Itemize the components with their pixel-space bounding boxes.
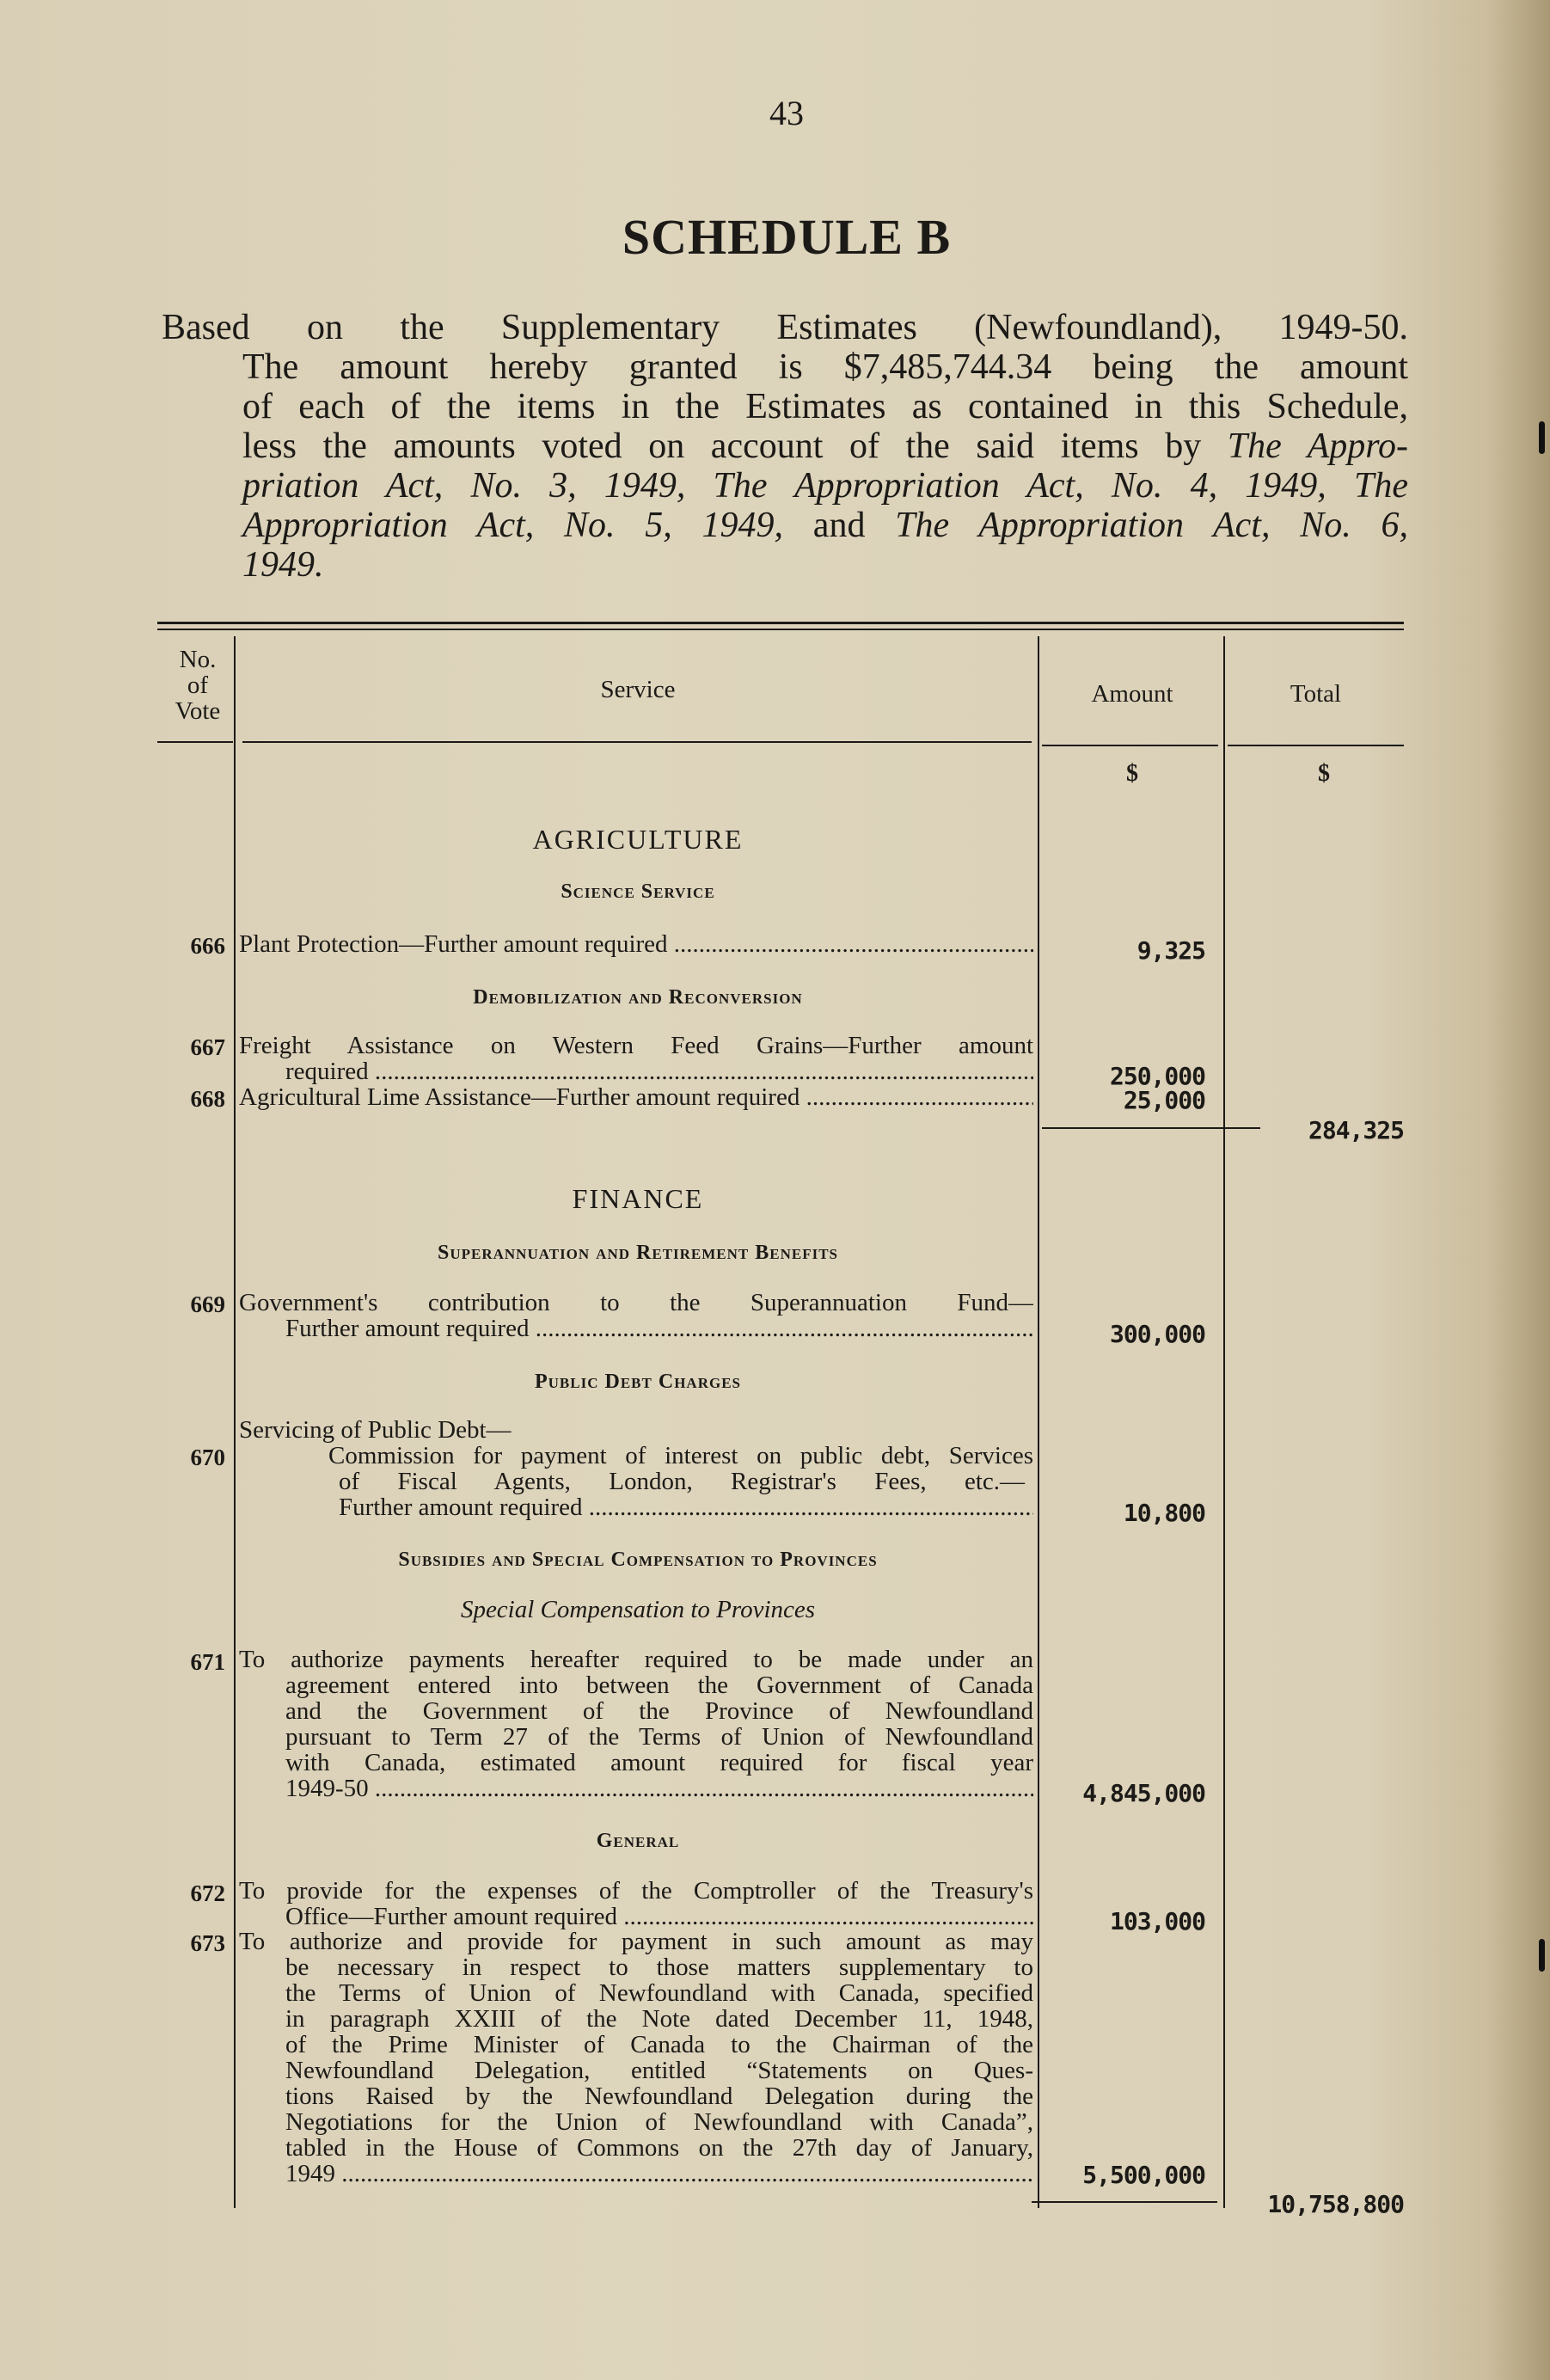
item-text: and the Government of the Province of Newfoundland: [285, 1698, 1033, 1724]
intro-text: less the amounts voted on account of the said items by: [242, 426, 1202, 466]
subsection-title: Subsidies and Special Compensation to Provinces: [398, 1549, 878, 1571]
header-underline: [1042, 745, 1218, 746]
item-text: tabled in the House of Commons on the 27th day of January,: [285, 2135, 1033, 2161]
item-text: Agricultural Lime Assistance—Further amount required .....: [239, 1084, 1033, 1110]
vote-number: 668: [190, 1086, 225, 1112]
item-text: 1949 .....: [239, 2161, 1033, 2187]
item-amount: 9,325: [1136, 936, 1205, 965]
header-vote: [155, 647, 241, 724]
subsection-title: Demobilization and Reconversion: [473, 986, 803, 1009]
header-service: Service: [600, 676, 676, 703]
list-item: [239, 1033, 1033, 1084]
intro-paragraph: [162, 308, 1408, 585]
intro-act-title: 1949.: [242, 545, 324, 585]
subsection-title: General: [596, 1830, 680, 1852]
column-divider: [1223, 636, 1225, 2208]
column-divider: [234, 636, 236, 2208]
item-amount: 10,800: [1123, 1499, 1205, 1527]
intro-line: [162, 426, 1408, 466]
list-item: [239, 1647, 1033, 1801]
item-text: of Fiscal Agents, London, Registrar's Fees, etc.—: [339, 1469, 1025, 1494]
intro-act-title: The Appropriation Act, No. 6,: [895, 506, 1408, 545]
intro-line: [162, 506, 1408, 545]
page-title: SCHEDULE B: [622, 209, 952, 265]
column-divider: [1038, 636, 1039, 2208]
header-vote-label: Vote: [175, 697, 221, 725]
item-text: To provide for the expenses of the Comptroller of the Treasury's: [239, 1878, 1033, 1904]
page-number: 43: [769, 94, 804, 132]
item-text: Servicing of Public Debt—: [239, 1417, 512, 1443]
list-item: [239, 1084, 1033, 1110]
item-text: Further amount required .....: [239, 1316, 1033, 1341]
section-title: AGRICULTURE: [532, 824, 744, 855]
section-total: 10,758,800: [1267, 2190, 1404, 2218]
intro-act-title: Appropriation Act, No. 5, 1949,: [242, 506, 784, 545]
intro-act-title: The Appro-: [1227, 426, 1409, 466]
item-amount: 250,000: [1109, 1062, 1205, 1090]
subsection-title: Public Debt Charges: [535, 1371, 741, 1393]
item-amount: 103,000: [1109, 1907, 1205, 1935]
intro-text: and: [783, 506, 896, 545]
item-text: with Canada, estimated amount required for fiscal year: [285, 1750, 1033, 1776]
binding-mark: [1539, 421, 1545, 454]
item-amount: 4,845,000: [1082, 1779, 1205, 1807]
intro-act-title: priation Act, No. 3, 1949, The Appropriation Act, No. 4, 1949, The: [242, 466, 1408, 506]
section-total: 284,325: [1308, 1116, 1404, 1144]
item-text: Newfoundland Delegation, entitled “Statements on Ques-: [285, 2058, 1033, 2083]
header-vote-no: No.: [179, 646, 217, 673]
vote-number: 666: [190, 933, 225, 959]
header-underline: [157, 741, 233, 743]
vote-number: 669: [190, 1291, 225, 1317]
intro-line: of each of the items in the Estimates as contained in this Schedule,: [242, 387, 1408, 426]
header-underline: [242, 741, 1032, 743]
list-item: [239, 1290, 1033, 1341]
intro-line: [162, 466, 1408, 506]
item-text: be necessary in respect to those matters supplementary to: [285, 1954, 1033, 1980]
item-text: To authorize and provide for payment in such amount as may: [239, 1929, 1033, 1954]
section-title: FINANCE: [572, 1183, 704, 1214]
intro-line: The amount hereby granted is $7,485,744.34 being the amount: [242, 347, 1408, 387]
header-underline: [1228, 745, 1404, 746]
table-top-rule: [157, 629, 1404, 630]
item-text: Negotiations for the Union of Newfoundland with Canada”,: [285, 2109, 1033, 2135]
item-text: To authorize payments hereafter required to be made under an: [239, 1647, 1033, 1672]
amount-unit: $: [1126, 760, 1138, 787]
vote-number: 670: [190, 1445, 225, 1470]
item-text: the Terms of Union of Newfoundland with Canada, specified: [285, 1980, 1033, 2006]
item-text: agreement entered into between the Government of Canada: [285, 1672, 1033, 1698]
intro-line: [162, 545, 1408, 585]
item-amount: 5,500,000: [1082, 2161, 1205, 2189]
item-text: in paragraph XXIII of the Note dated December 11, 1948,: [285, 2006, 1033, 2032]
vote-number: 672: [190, 1880, 225, 1906]
vote-number: 673: [190, 1930, 225, 1956]
item-text: 1949-50 .....: [239, 1776, 1033, 1801]
table-top-rule: [157, 622, 1404, 624]
total-unit: $: [1318, 760, 1330, 787]
subsection-title: Superannuation and Retirement Benefits: [437, 1242, 839, 1264]
item-text: of the Prime Minister of Canada to the Chairman of the: [285, 2032, 1033, 2058]
header-total: Total: [1290, 680, 1342, 708]
vote-number: 667: [190, 1034, 225, 1060]
subtotal-rule: [1032, 2201, 1217, 2203]
item-text: required .....: [239, 1058, 1033, 1084]
subsection-title: Science Service: [561, 880, 715, 903]
list-item: [239, 1929, 1033, 2187]
item-text: Plant Protection—Further amount required .....: [239, 931, 1033, 957]
header-amount: Amount: [1091, 680, 1173, 708]
intro-line: Based on the Supplementary Estimates (Newfoundland), 1949-50.: [162, 308, 1408, 347]
item-text: Government's contribution to the Superannuation Fund—: [239, 1290, 1033, 1316]
list-item: [239, 931, 1033, 957]
item-text: Freight Assistance on Western Feed Grains—Further amount: [239, 1033, 1033, 1058]
item-text: Further amount required .....: [239, 1494, 1033, 1520]
list-item: [239, 1878, 1033, 1929]
item-text: Office—Further amount required .....: [239, 1904, 1033, 1929]
item-text: tions Raised by the Newfoundland Delegation during the: [285, 2083, 1033, 2109]
header-vote-of: of: [187, 672, 209, 699]
item-amount: 25,000: [1123, 1086, 1205, 1114]
list-item: [239, 1417, 1033, 1520]
item-amount: 300,000: [1109, 1320, 1205, 1348]
vote-number: 671: [190, 1649, 225, 1675]
subsection-title: Special Compensation to Provinces: [460, 1596, 816, 1623]
binding-mark: [1539, 1939, 1545, 1972]
item-text: Commission for payment of interest on public debt, Services: [328, 1443, 1033, 1469]
item-text: pursuant to Term 27 of the Terms of Union of Newfoundland: [285, 1724, 1033, 1750]
